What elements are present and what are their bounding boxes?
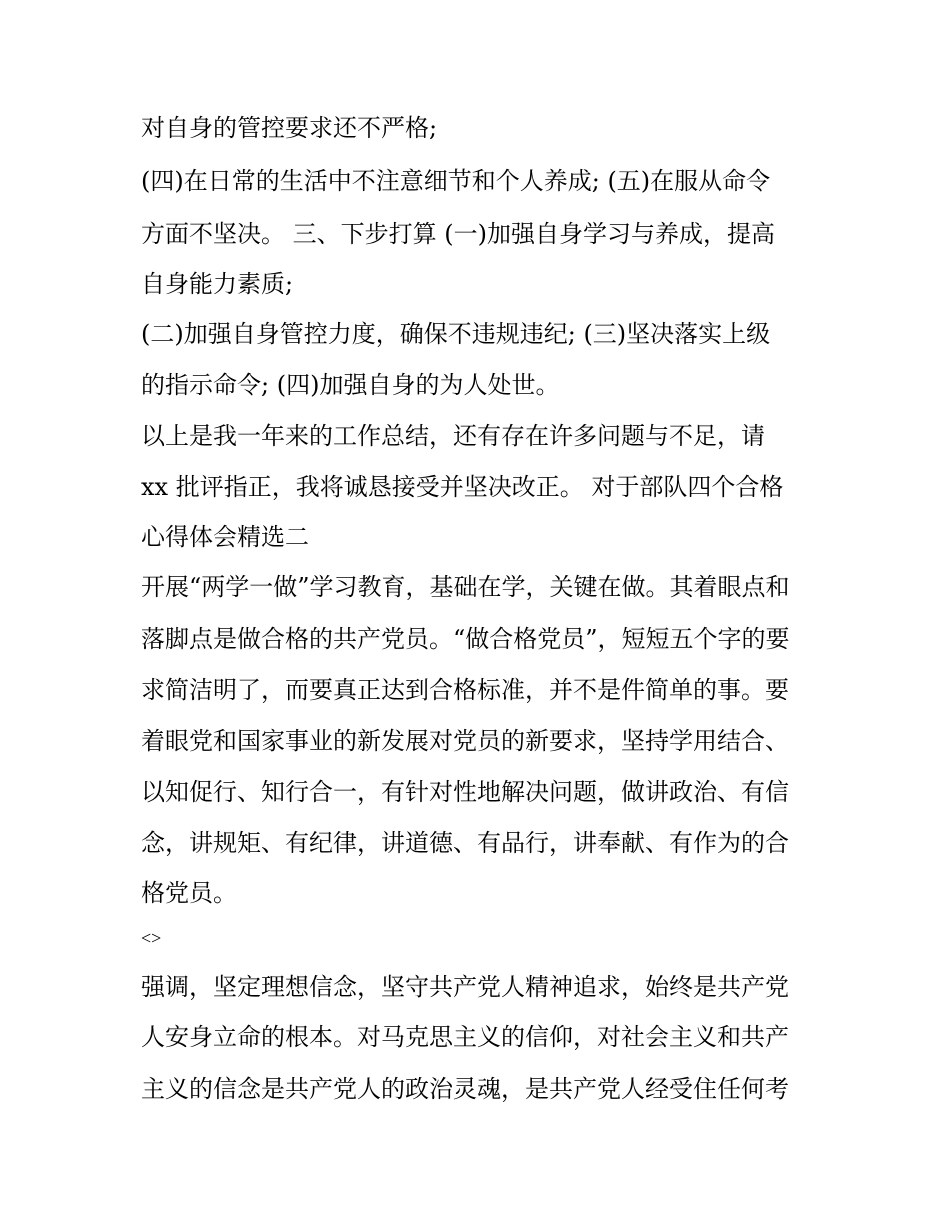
text-line: 格党员。 — [141, 879, 237, 907]
text-line: 以上是我一年来的工作总结，还有存在许多问题与不足，请 — [141, 422, 765, 450]
text-line: 求简洁明了，而要真正达到合格标准，并不是件简单的事。要 — [141, 676, 789, 704]
text-line: 自身能力素质; — [141, 270, 294, 298]
text-line: 强调，坚定理想信念，坚守共产党人精神追求，始终是共产党 — [141, 973, 789, 1001]
text-line: 对自身的管控要求还不严格; — [141, 114, 438, 142]
text-line: (二)加强自身管控力度，确保不违规违纪; (三)坚决落实上级 — [141, 320, 771, 348]
text-line: 主义的信念是共产党人的政治灵魂，是共产党人经受住任何考 — [141, 1075, 789, 1103]
text-line: xx 批评指正，我将诚恳接受并坚决改正。 对于部队四个合格 — [141, 473, 784, 501]
angle-bracket-placeholder: <> — [141, 928, 162, 948]
text-line: 人安身立命的根本。对马克思主义的信仰，对社会主义和共产 — [141, 1023, 789, 1051]
text-line: 以知促行、知行合一，有针对性地解决问题，做讲政治、有信 — [141, 778, 789, 806]
text-line: 着眼党和国家事业的新发展对党员的新要求，坚持学用结合、 — [141, 727, 789, 755]
text-line: 落脚点是做合格的共产党员。“做合格党员”，短短五个字的要 — [141, 625, 790, 653]
text-line: 方面不坚决。 三、下步打算 (一)加强自身学习与养成，提高 — [141, 220, 775, 248]
text-line: 开展“两学一做”学习教育，基础在学，关键在做。其着眼点和 — [141, 573, 790, 601]
text-line: 念，讲规矩、有纪律，讲道德、有品行，讲奉献、有作为的合 — [141, 829, 789, 857]
text-line: (四)在日常的生活中不注意细节和个人养成; (五)在服从命令 — [141, 167, 771, 195]
text-line: 心得体会精选二 — [141, 523, 309, 551]
text-line: 的指示命令; (四)加强自身的为人处世。 — [141, 371, 560, 399]
